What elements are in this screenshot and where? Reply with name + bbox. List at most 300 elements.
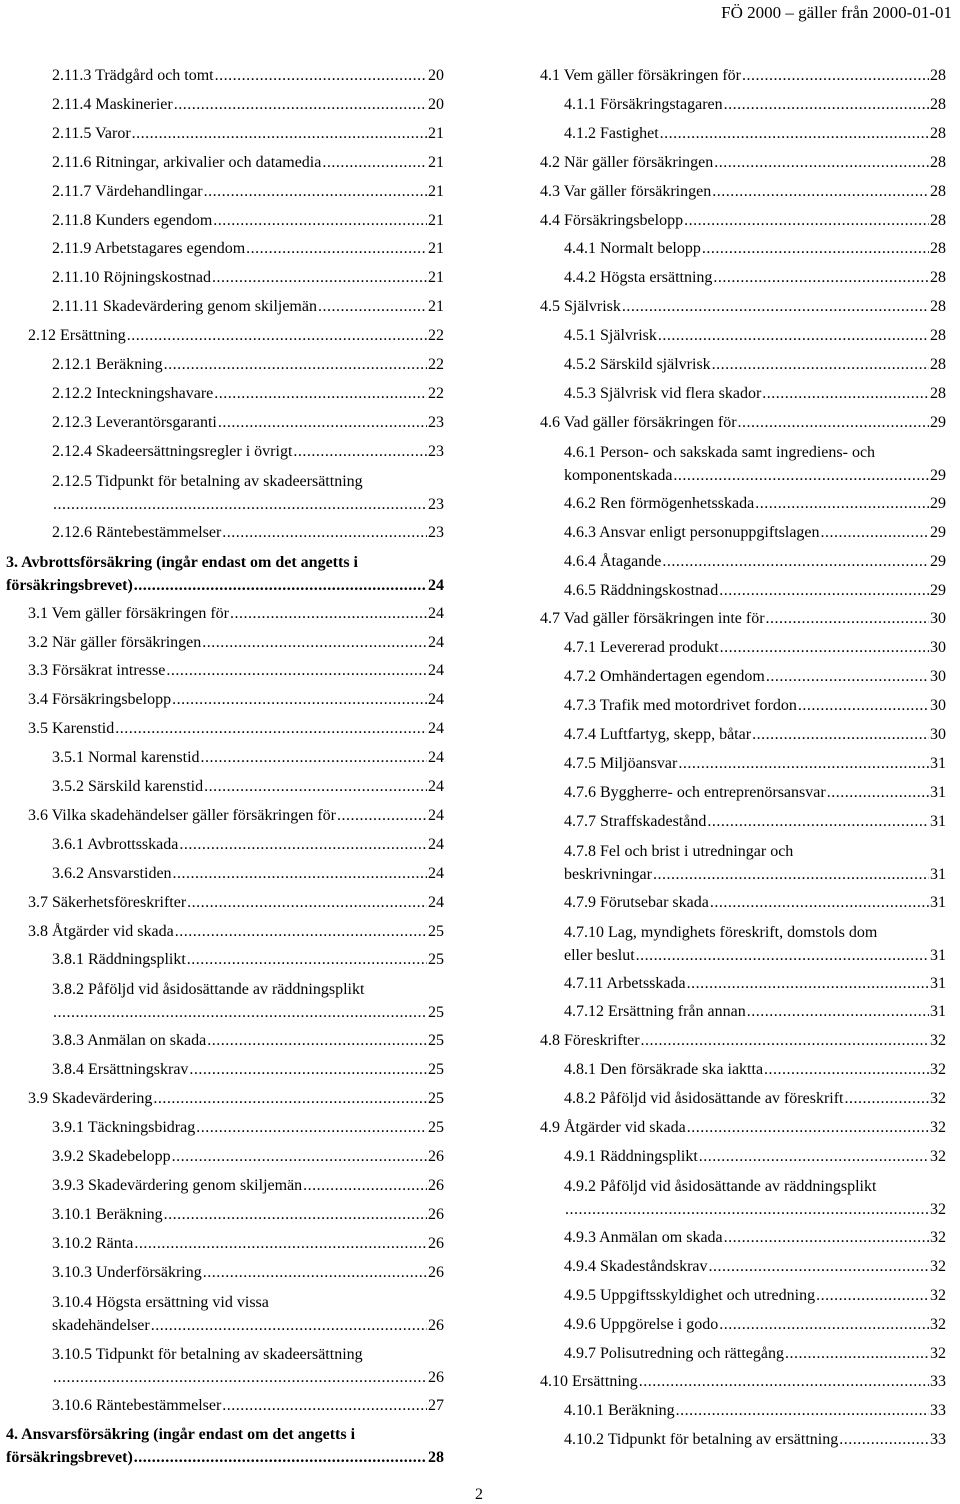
toc-entry-title: 4.6.5 Räddningskostnad — [564, 581, 719, 599]
toc-entry[interactable] — [6, 149, 444, 178]
dot-leader — [293, 438, 427, 467]
toc-entry[interactable] — [540, 663, 946, 692]
toc-entry-page: 22 — [428, 356, 444, 374]
toc-entry-title: 4.5.3 Självrisk vid flera skador — [564, 384, 762, 402]
toc-entry[interactable] — [6, 467, 444, 519]
toc-entry-title: 4.4 Försäkringsbelopp — [540, 211, 684, 229]
toc-entry[interactable] — [540, 548, 946, 577]
dot-leader — [215, 62, 427, 91]
dot-leader — [641, 1027, 929, 1056]
toc-entry[interactable] — [6, 773, 444, 802]
dot-leader — [673, 464, 929, 487]
toc-entry-title: 3. Avbrottsförsäkring (ingår endast om det angetts i — [6, 553, 358, 571]
toc-entry-page: 23 — [428, 523, 444, 541]
dot-leader — [172, 1143, 427, 1172]
toc-entry[interactable] — [540, 1253, 946, 1282]
toc-entry-page: 21 — [428, 269, 444, 287]
toc-entry[interactable] — [540, 1426, 946, 1455]
toc-entry-page: 33 — [930, 1373, 946, 1391]
dot-leader — [202, 629, 427, 658]
dot-leader — [153, 1085, 427, 1114]
dot-leader — [714, 149, 929, 178]
toc-entry[interactable] — [540, 178, 946, 207]
toc-entry[interactable] — [540, 605, 946, 634]
toc-entry[interactable] — [6, 831, 444, 860]
dot-leader — [816, 1282, 929, 1311]
toc-entry-title: 3.2 När gäller försäkringen — [28, 633, 202, 651]
toc-entry-page: 22 — [428, 384, 444, 402]
toc-entry-title: 4.9 Åtgärder vid skada — [540, 1119, 686, 1137]
toc-entry-title: 3.9.1 Täckningsbidrag — [52, 1119, 196, 1137]
toc-entry[interactable] — [540, 519, 946, 548]
toc-entry-title: 4.4.1 Normalt belopp — [564, 240, 701, 258]
dot-leader — [134, 1230, 427, 1259]
toc-entry[interactable] — [6, 600, 444, 629]
toc-entry-title: 4.7.4 Luftfartyg, skepp, båtar — [564, 726, 752, 744]
toc-entry-page: 31 — [930, 974, 946, 992]
toc-entry[interactable] — [540, 634, 946, 663]
toc-entry[interactable] — [6, 1172, 444, 1201]
dot-leader — [303, 1172, 427, 1201]
toc-entry-page: 31 — [930, 865, 946, 883]
dot-leader — [222, 519, 427, 548]
toc-entry-title-cont: försäkringsbrevet) — [6, 1449, 133, 1467]
toc-entry[interactable] — [6, 686, 444, 715]
toc-entry[interactable] — [540, 1056, 946, 1085]
toc-entry[interactable] — [6, 380, 444, 409]
toc-entry-title: 2.11.8 Kunders egendom — [52, 211, 213, 229]
toc-entry-title: 4.1.1 Försäkringstagaren — [564, 95, 723, 113]
toc-entry-title-cont: komponentskada — [564, 466, 673, 484]
toc-entry[interactable] — [6, 860, 444, 889]
toc-entry-title: 4.7.3 Trafik med motordrivet fordon — [564, 697, 797, 715]
toc-entry-title: 4.7.1 Levererad produkt — [564, 639, 719, 657]
dot-leader — [212, 264, 427, 293]
toc-entry[interactable] — [6, 264, 444, 293]
dot-leader — [132, 120, 427, 149]
toc-entry-title: 4.3 Var gäller försäkringen — [540, 182, 712, 200]
toc-entry[interactable] — [6, 946, 444, 975]
toc-entry-title: 2.11.4 Maskinerier — [52, 95, 173, 113]
dot-leader — [204, 178, 427, 207]
dot-leader — [676, 1397, 929, 1426]
toc-entry[interactable] — [6, 1056, 444, 1085]
toc-entry-page: 30 — [930, 726, 946, 744]
toc-entry-page: 29 — [930, 413, 946, 431]
toc-entry-title: 4.7.2 Omhändertagen egendom — [564, 668, 765, 686]
toc-entry-title: 2.12.1 Beräkning — [52, 356, 163, 374]
toc-entry-title: 4.9.4 Skadeståndskrav — [564, 1257, 708, 1275]
toc-entry-page: 26 — [428, 1176, 444, 1194]
toc-entry-title: 4.1 Vem gäller försäkringen för — [540, 67, 741, 84]
toc-entry[interactable] — [6, 802, 444, 831]
toc-entry[interactable] — [6, 438, 444, 467]
toc-entry-title: 2.12.3 Leverantörsgaranti — [52, 413, 217, 431]
toc-entry[interactable] — [540, 1368, 946, 1397]
toc-right-column — [540, 62, 946, 1455]
toc-entry[interactable] — [6, 1114, 444, 1143]
toc-entry-page: 28 — [930, 67, 946, 84]
toc-entry-page: 20 — [428, 67, 444, 84]
dot-leader — [766, 663, 929, 692]
toc-entry-page: 28 — [930, 356, 946, 374]
toc-entry-page: 24 — [428, 691, 444, 709]
toc-entry-page: 28 — [930, 269, 946, 287]
dot-leader — [724, 1224, 929, 1253]
toc-entry-page: 33 — [930, 1431, 946, 1449]
toc-entry[interactable] — [6, 744, 444, 773]
toc-entry-title: 3.8.1 Räddningsplikt — [52, 951, 186, 969]
toc-entry[interactable] — [540, 409, 946, 438]
toc-entry-title: 4.7.6 Byggherre- och entreprenörsansvar — [564, 783, 826, 801]
toc-entry[interactable] — [6, 1392, 444, 1421]
toc-entry[interactable] — [540, 779, 946, 808]
toc-entry[interactable] — [6, 293, 444, 322]
dot-leader — [653, 863, 929, 886]
toc-entry[interactable] — [540, 721, 946, 750]
toc-entry-title: 2.11.10 Röjningskostnad — [52, 269, 211, 287]
toc-entry-title: 3.5.2 Särskild karenstid — [52, 778, 204, 796]
toc-entry-title: 4.1.2 Fastighet — [564, 124, 659, 142]
toc-entry-title: 4.6.3 Ansvar enligt personuppgiftslagen — [564, 523, 820, 541]
toc-entry[interactable] — [6, 235, 444, 264]
toc-entry-page: 28 — [930, 124, 946, 142]
toc-entry-page: 32 — [930, 1286, 946, 1304]
toc-entry-page: 27 — [428, 1396, 444, 1414]
toc-entry-page: 21 — [428, 153, 444, 171]
toc-entry-title: 3.10.3 Underförsäkring — [52, 1263, 202, 1281]
toc-entry[interactable] — [6, 120, 444, 149]
toc-entry-page: 24 — [428, 864, 444, 882]
toc-entry[interactable] — [540, 1027, 946, 1056]
toc-entry[interactable] — [6, 715, 444, 744]
toc-entry-page: 21 — [428, 124, 444, 142]
dot-leader — [752, 721, 929, 750]
toc-entry[interactable] — [6, 1259, 444, 1288]
toc-entry[interactable] — [6, 1085, 444, 1114]
toc-entry-page: 25 — [428, 1119, 444, 1137]
toc-entry[interactable] — [540, 750, 946, 779]
toc-entry[interactable] — [6, 409, 444, 438]
toc-entry[interactable] — [540, 322, 946, 351]
toc-entry-page: 28 — [930, 327, 946, 345]
toc-entry-page: 21 — [428, 211, 444, 229]
dot-leader — [764, 1056, 929, 1085]
toc-entry[interactable] — [6, 1288, 444, 1340]
toc-entry[interactable] — [540, 837, 946, 889]
toc-entry[interactable] — [6, 1027, 444, 1056]
toc-entry[interactable] — [540, 264, 946, 293]
toc-entry-title: 3.6 Vilka skadehändelser gäller försäkringen för — [28, 806, 336, 824]
toc-left-column — [6, 62, 444, 1472]
dot-leader — [687, 970, 929, 999]
dot-leader — [707, 808, 929, 837]
toc-entry[interactable] — [540, 1114, 946, 1143]
toc-entry[interactable] — [6, 62, 444, 91]
dot-leader — [742, 62, 929, 91]
toc-entry[interactable] — [6, 322, 444, 351]
toc-entry-page: 22 — [428, 327, 444, 345]
toc-entry-page: 26 — [428, 1205, 444, 1223]
toc-entry[interactable] — [6, 975, 444, 1027]
toc-entry[interactable] — [540, 808, 946, 837]
dot-leader — [175, 918, 427, 947]
toc-entry-title: 4.9.5 Uppgiftsskyldighet och utredning — [564, 1286, 816, 1304]
toc-entry-title: 3.10.6 Räntebestämmelser — [52, 1396, 222, 1414]
toc-entry[interactable] — [540, 1282, 946, 1311]
toc-entry[interactable] — [6, 918, 444, 947]
dot-leader — [218, 409, 427, 438]
toc-entry-title: 3.8.3 Anmälan on skada — [52, 1032, 207, 1050]
toc-entry-page: 29 — [930, 466, 946, 484]
toc-entry[interactable] — [6, 351, 444, 380]
dot-leader — [164, 351, 427, 380]
dot-leader — [687, 1114, 929, 1143]
toc-entry-page: 23 — [428, 413, 444, 431]
dot-leader — [720, 634, 929, 663]
toc-entry-page: 24 — [428, 633, 444, 651]
toc-entry-title: 2.11.6 Ritningar, arkivalier och datamedia — [52, 153, 322, 171]
toc-entry-page: 26 — [428, 1316, 444, 1334]
toc-entry-title: 4.7.11 Arbetsskada — [564, 974, 686, 992]
toc-entry-page: 24 — [428, 576, 444, 594]
toc-entry-page: 28 — [930, 182, 946, 200]
toc-entry-title: 4.7 Vad gäller försäkringen inte för — [540, 610, 765, 628]
toc-entry-page: 29 — [930, 581, 946, 599]
dot-leader — [230, 600, 427, 629]
toc-entry[interactable] — [540, 490, 946, 519]
toc-entry-page: 29 — [930, 494, 946, 512]
toc-entry-title: 4.7.9 Förutsebar skada — [564, 893, 709, 911]
dot-leader — [214, 380, 427, 409]
dot-leader — [798, 692, 929, 721]
toc-entry-page: 24 — [428, 749, 444, 767]
dot-leader — [712, 351, 929, 380]
dot-leader — [173, 860, 427, 889]
dot-leader — [713, 264, 929, 293]
dot-leader — [151, 1314, 427, 1337]
toc-entry-title: 4.7.7 Straffskadestånd — [564, 812, 707, 830]
toc-entry-title: 4.7.5 Miljöansvar — [564, 754, 678, 772]
toc-entry[interactable] — [6, 178, 444, 207]
toc-entry-page: 28 — [930, 298, 946, 316]
toc-entry[interactable] — [6, 1230, 444, 1259]
toc-entry-page: 24 — [428, 778, 444, 796]
dot-leader — [845, 1085, 930, 1114]
dot-leader — [196, 1114, 427, 1143]
toc-entry-title: 4.8.1 Den försäkrade ska iaktta — [564, 1061, 764, 1079]
toc-entry[interactable] — [540, 577, 946, 606]
toc-entry-title: 3.6.1 Avbrottsskada — [52, 835, 179, 853]
dot-leader — [639, 1368, 929, 1397]
toc-entry-title: 3.10.4 Högsta ersättning vid vissa — [52, 1293, 269, 1311]
toc-entry[interactable] — [540, 207, 946, 236]
toc-entry-page: 31 — [930, 754, 946, 772]
dot-leader — [785, 1340, 929, 1369]
dot-leader — [662, 548, 929, 577]
toc-entry[interactable] — [540, 1340, 946, 1369]
toc-entry-title: 4.9.7 Polisutredning och rättegång — [564, 1344, 784, 1362]
dot-leader — [187, 946, 427, 975]
toc-entry[interactable] — [540, 1311, 946, 1340]
dot-leader — [201, 744, 427, 773]
toc-entry-page: 24 — [428, 604, 444, 622]
toc-entry[interactable] — [540, 1143, 946, 1172]
toc-entry[interactable] — [6, 207, 444, 236]
toc-entry-title: 4.6.4 Åtagande — [564, 552, 662, 570]
toc-entry-title: 4.10.1 Beräkning — [564, 1402, 675, 1420]
toc-entry-page: 21 — [428, 240, 444, 258]
toc-entry[interactable] — [540, 91, 946, 120]
dot-leader — [187, 889, 427, 918]
dot-leader — [724, 91, 929, 120]
dot-leader — [660, 120, 929, 149]
toc-entry-page: 25 — [428, 1032, 444, 1050]
toc-entry-page: 28 — [930, 240, 946, 258]
toc-entry[interactable] — [540, 1172, 946, 1224]
dot-leader — [318, 293, 427, 322]
dot-leader — [719, 1311, 929, 1340]
toc-entry-title: 2.11.11 Skadevärdering genom skiljemän — [52, 298, 317, 316]
dot-leader — [115, 715, 427, 744]
toc-entry-title: 3.9.3 Skadevärdering genom skiljemän — [52, 1176, 303, 1194]
toc-entry-page: 28 — [930, 95, 946, 113]
toc-entry-page: 24 — [428, 806, 444, 824]
dot-leader — [204, 773, 427, 802]
toc-entry[interactable] — [540, 380, 946, 409]
toc-entry-title: 3.1 Vem gäller försäkringen för — [28, 604, 229, 622]
toc-entry-page: 28 — [930, 211, 946, 229]
toc-entry-title: 4.2 När gäller försäkringen — [540, 153, 714, 171]
toc-entry-page: 32 — [930, 1061, 946, 1079]
toc-entry[interactable] — [540, 438, 946, 490]
toc-entry[interactable] — [6, 1143, 444, 1172]
toc-entry-page: 30 — [930, 639, 946, 657]
toc-entry[interactable] — [540, 351, 946, 380]
dot-leader — [174, 91, 427, 120]
toc-entry[interactable] — [6, 629, 444, 658]
toc-entry-page: 25 — [428, 1090, 444, 1108]
toc-entry-page: 32 — [930, 1257, 946, 1275]
toc-entry-title: 4.7.8 Fel och brist i utredningar och — [564, 842, 794, 860]
toc-entry-page: 29 — [930, 523, 946, 541]
dot-leader — [179, 831, 427, 860]
toc-entry-page: 32 — [930, 1228, 946, 1246]
dot-leader — [755, 490, 929, 519]
toc-entry[interactable] — [540, 1085, 946, 1114]
toc-entry-page: 31 — [930, 1003, 946, 1021]
toc-entry-page: 26 — [428, 1234, 444, 1252]
toc-entry[interactable] — [540, 120, 946, 149]
toc-entry-title: 4.6 Vad gäller försäkringen för — [540, 413, 737, 431]
toc-entry-title: 3.3 Försäkrat intresse — [28, 662, 166, 680]
toc-entry-page: 30 — [930, 610, 946, 628]
toc-entry[interactable] — [6, 1420, 444, 1472]
toc-entry[interactable] — [6, 1340, 444, 1392]
dot-leader — [719, 577, 929, 606]
dot-leader — [827, 779, 929, 808]
toc-entry[interactable] — [540, 62, 946, 91]
toc-entry[interactable] — [6, 889, 444, 918]
toc-entry-page: 23 — [428, 442, 444, 460]
toc-entry[interactable] — [540, 1224, 946, 1253]
toc-entry-title: 3.7 Säkerhetsföreskrifter — [28, 893, 187, 911]
toc-entry-page: 25 — [428, 922, 444, 940]
toc-entry-page: 31 — [930, 812, 946, 830]
dot-leader — [166, 657, 427, 686]
toc-entry-title: 4.10.2 Tidpunkt för betalning av ersättning — [564, 1431, 839, 1449]
toc-entry-page: 20 — [428, 95, 444, 113]
toc-entry-title: 4.4.2 Högsta ersättning — [564, 269, 713, 287]
toc-entry-page: 31 — [930, 893, 946, 911]
toc-entry[interactable] — [540, 918, 946, 970]
toc-entry-title: 4. Ansvarsförsäkring (ingår endast om det angetts i — [6, 1426, 356, 1444]
dot-leader — [762, 380, 929, 409]
dot-leader — [203, 1259, 427, 1288]
toc-entry[interactable] — [6, 657, 444, 686]
toc-entry[interactable] — [540, 692, 946, 721]
toc-entry-title: 3.10.2 Ränta — [52, 1234, 134, 1252]
toc-entry[interactable] — [540, 889, 946, 918]
dot-leader — [53, 1001, 427, 1024]
toc-entry[interactable] — [540, 998, 946, 1027]
toc-entry-page: 32 — [930, 1090, 946, 1108]
toc-entry[interactable] — [540, 149, 946, 178]
toc-entry-page: 25 — [428, 1004, 444, 1022]
toc-entry[interactable] — [6, 519, 444, 548]
page-number: 2 — [475, 1486, 483, 1503]
toc-entry-title-cont: beskrivningar — [564, 865, 652, 883]
toc-entry-page: 32 — [930, 1200, 946, 1218]
toc-entry-page: 24 — [428, 893, 444, 911]
toc-entry-page: 24 — [428, 662, 444, 680]
toc-entry-page: 24 — [428, 720, 444, 738]
toc-entry-title: 3.9.2 Skadebelopp — [52, 1148, 171, 1165]
toc-entry-title: 4.5.2 Särskild självrisk — [564, 356, 711, 374]
toc-entry-page: 31 — [930, 783, 946, 801]
toc-entry[interactable] — [540, 970, 946, 999]
dot-leader — [565, 1198, 929, 1221]
toc-entry-title: 2.11.9 Arbetstagares egendom — [52, 240, 246, 258]
toc-entry[interactable] — [6, 1201, 444, 1230]
toc-entry-title: 4.9.2 Påföljd vid åsidosättande av räddningsplikt — [564, 1177, 877, 1195]
toc-entry-title: 4.7.12 Ersättning från annan — [564, 1003, 746, 1021]
toc-entry[interactable] — [540, 293, 946, 322]
toc-entry-page: 26 — [428, 1368, 444, 1386]
toc-entry[interactable] — [6, 548, 444, 600]
dot-leader — [134, 1446, 427, 1469]
toc-entry-title: 4.9.6 Uppgörelse i godo — [564, 1315, 719, 1333]
toc-entry-page: 30 — [930, 697, 946, 715]
toc-entry[interactable] — [540, 235, 946, 264]
toc-entry-title: 3.10.5 Tidpunkt för betalning av skadeersättning — [52, 1345, 363, 1363]
toc-entry-page: 33 — [930, 1402, 946, 1420]
toc-entry-page: 32 — [930, 1315, 946, 1333]
toc-entry-page: 26 — [428, 1148, 444, 1165]
toc-entry[interactable] — [6, 91, 444, 120]
toc-entry-page: 26 — [428, 1263, 444, 1281]
toc-entry-title-cont: skadehändelser — [52, 1316, 150, 1334]
dot-leader — [821, 519, 929, 548]
toc-entry-page: 29 — [930, 552, 946, 570]
toc-entry[interactable] — [540, 1397, 946, 1426]
toc-entry-page: 28 — [930, 384, 946, 402]
toc-entry-title: 4.6.2 Ren förmögenhetsskada — [564, 494, 755, 512]
dot-leader — [622, 293, 929, 322]
toc-entry-page: 24 — [428, 835, 444, 853]
dot-leader — [658, 322, 929, 351]
toc-entry-title: 4.8 Föreskrifter — [540, 1032, 640, 1050]
